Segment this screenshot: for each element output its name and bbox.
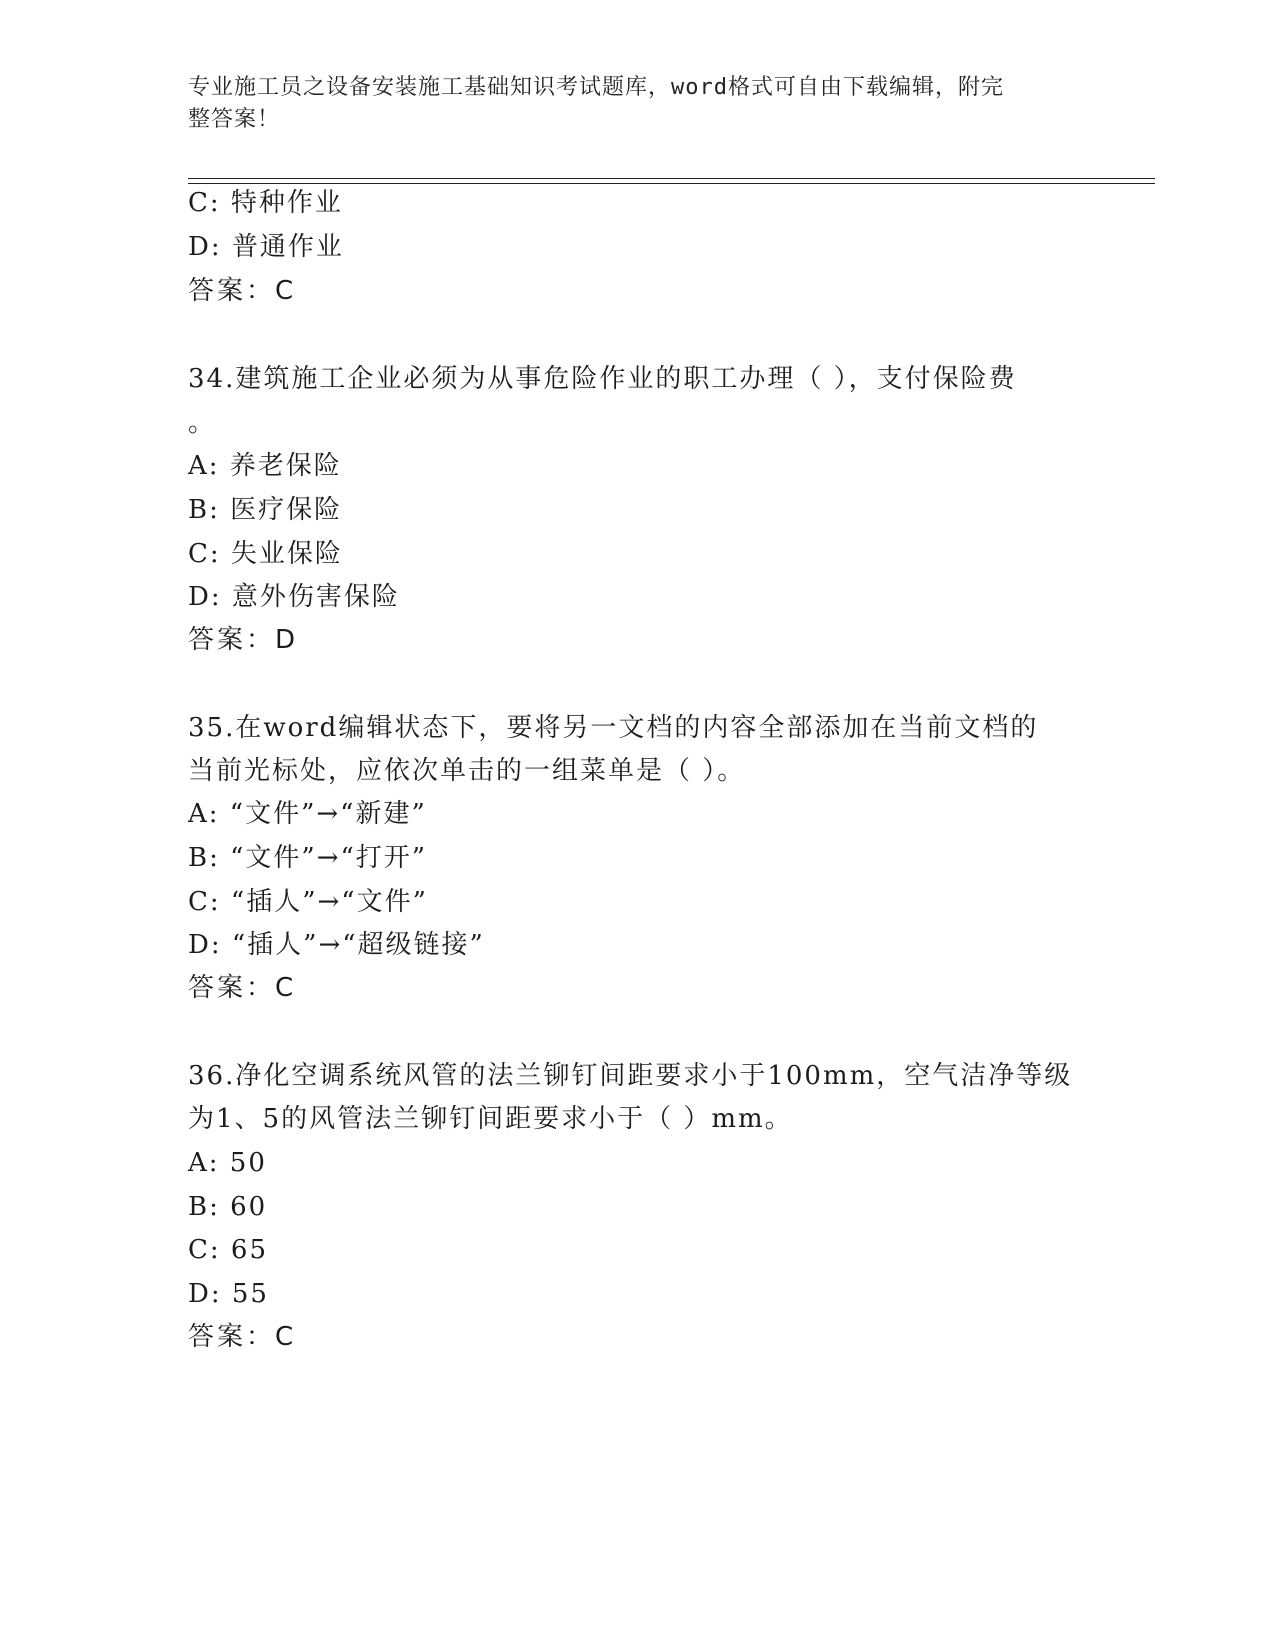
header-divider-top	[188, 178, 1155, 179]
q36-stem-line-1: 36.净化空调系统风管的法兰铆钉间距要求小于100mm，空气洁净等级	[188, 1061, 1073, 1091]
q34-option-d: D: 意外伤害保险	[188, 582, 400, 612]
q35-option-a: A: “文件”→“新建”	[188, 799, 427, 829]
q35-option-c: C: “插人”→“文件”	[188, 887, 428, 917]
q36-option-b: B: 60	[188, 1192, 268, 1222]
prev-answer: 答案：C	[188, 276, 297, 306]
q35-stem-line-2: 当前光标处，应依次单击的一组菜单是（ ）。	[188, 756, 746, 786]
q34-stem-line-2: 。	[188, 408, 217, 438]
q34-option-c: C: 失业保险	[188, 539, 343, 569]
q35-answer: 答案：C	[188, 973, 297, 1003]
q34-option-b: B: 医疗保险	[188, 495, 343, 525]
document-header	[188, 72, 1058, 136]
q34-answer: 答案：D	[188, 625, 299, 655]
q36-option-d: D: 55	[188, 1279, 269, 1309]
header-line-2: 整答案！	[188, 107, 281, 132]
header-divider-bottom	[188, 183, 1155, 184]
q34-option-a: A: 养老保险	[188, 451, 342, 481]
q36-option-c: C: 65	[188, 1235, 269, 1265]
q35-option-b: B: “文件”→“打开”	[188, 843, 428, 873]
q35-option-d: D: “插人”→“超级链接”	[188, 930, 485, 960]
q34-stem-line-1: 34.建筑施工企业必须为从事危险作业的职工办理（ ），支付保险费	[188, 364, 1017, 394]
q36-answer: 答案：C	[188, 1322, 297, 1352]
prev-option-c: C: 特种作业	[188, 188, 343, 218]
q35-stem-line-1: 35.在word编辑状态下，要将另一文档的内容全部添加在当前文档的	[188, 713, 1039, 743]
q36-option-a: A: 50	[188, 1148, 267, 1178]
q36-stem-line-2: 为1、5的风管法兰铆钉间距要求小于（ ）mm。	[188, 1104, 793, 1134]
header-line-1: 专业施工员之设备安装施工基础知识考试题库，word格式可自由下载编辑，附完	[188, 75, 1004, 100]
prev-option-d: D: 普通作业	[188, 232, 344, 262]
